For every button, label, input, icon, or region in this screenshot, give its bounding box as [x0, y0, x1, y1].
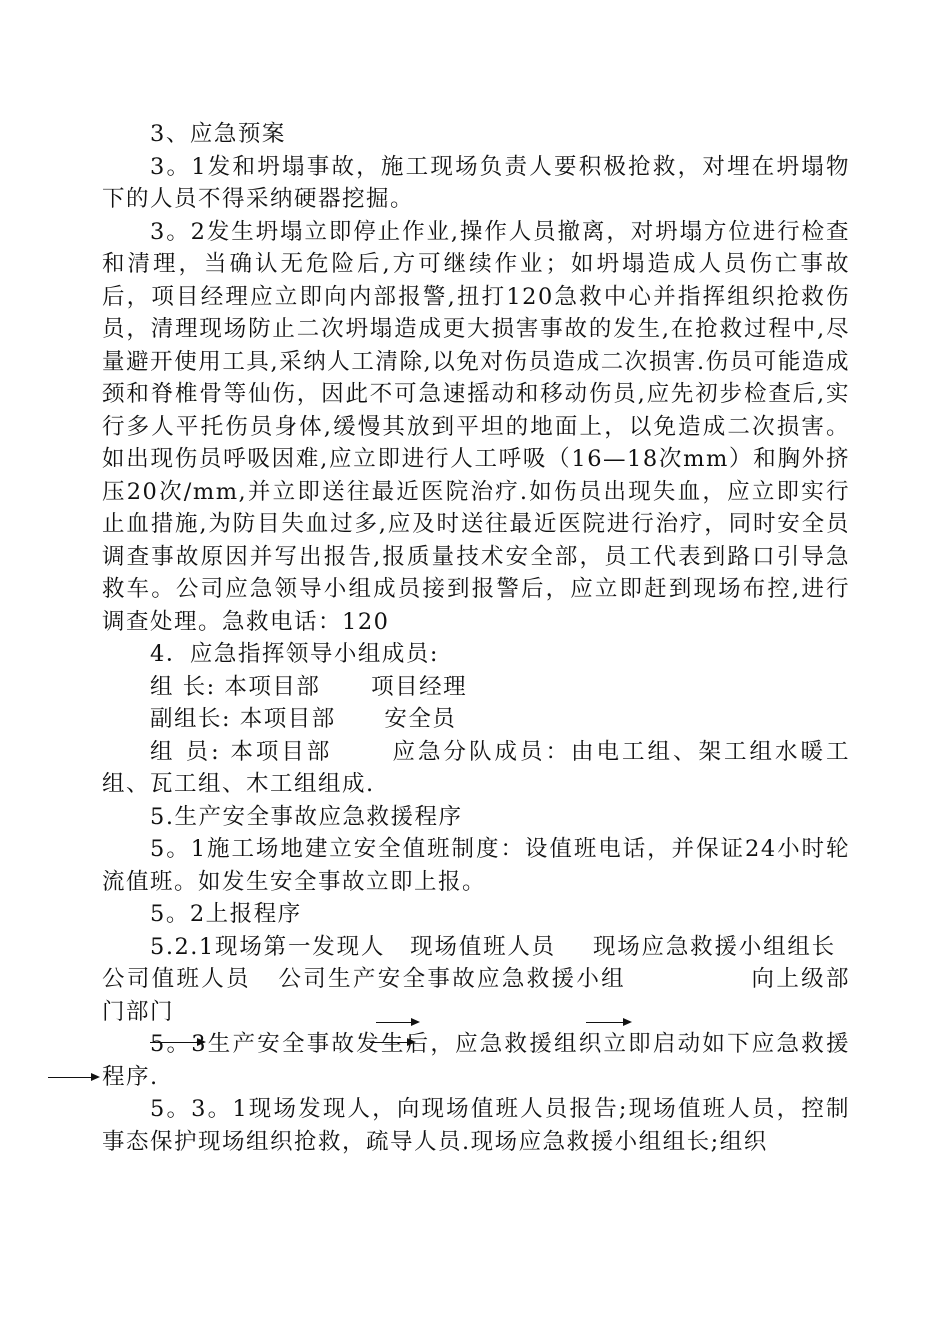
paragraph-5-1: 5。1施工场地建立安全值班制度：设值班电话，并保证24小时轮流值班。如发生安全事故立即上报。: [102, 836, 850, 895]
document-page: [102, 118, 850, 1158]
heading-emergency-plan: 3、应急预案: [150, 121, 286, 147]
flow-arrow-5: [48, 1077, 98, 1078]
deputy-role: 安全员: [384, 706, 457, 732]
paragraph-5-3: 5。3生产安全事故发生后，应急救援组织立即启动如下应急救援程序.: [102, 1031, 850, 1090]
leader-label: 组 长:: [150, 673, 216, 700]
member-role: 应急分队成员：由电工组、架工组水暖工组、瓦工组、木工组组成.: [102, 738, 850, 797]
flow-arrow-3: [150, 1042, 204, 1043]
member-label: 组 员:: [150, 738, 221, 765]
member-deputy-row: [102, 703, 850, 736]
member-unit: 本项目部: [230, 738, 333, 765]
leader-role: 项目经理: [371, 673, 468, 700]
flow-step-company-rescue-group: 公司生产安全事故应急救援小组: [278, 966, 627, 992]
flow-step-duty-staff: 现场值班人员: [410, 933, 556, 960]
flow-step-first-discoverer: 5.2.1现场第一发现人: [150, 933, 386, 960]
heading-rescue-procedure: 5.生产安全事故应急救援程序: [150, 803, 463, 830]
deputy-label: 副组长:: [150, 706, 232, 732]
member-leader-row: [102, 671, 850, 704]
reporting-flow: [102, 931, 850, 1029]
flow-arrow-1: [376, 1022, 418, 1023]
deputy-unit: 本项目部: [239, 706, 336, 732]
member-crew-row: [102, 736, 850, 801]
flow-step-higher-authority: 向上级部门部门: [102, 966, 850, 1025]
heading-reporting-procedure: 5。2上报程序: [150, 901, 302, 927]
leader-unit: 本项目部: [224, 673, 321, 700]
flow-arrow-2: [586, 1022, 630, 1023]
paragraph-5-3-1: 5。3。1现场发现人，向现场值班人员报告;现场值班人员，控制事态保护现场组织抢救，疏导人员.现场应急救援小组组长;组织: [102, 1096, 850, 1155]
paragraph-3-2: 3。2发生坍塌立即停止作业,操作人员撤离，对坍塌方位进行检查和清理，当确认无危险后,方可继续作业；如坍塌造成人员伤亡事故后，项目经理应立即向内部报警,扭打120急救中心并指挥组织抢救伤员，清理现场防止二次坍塌造成更大损害事故的发生,在抢救过程中,尽量避开使用工具,采纳人工清除,以免对伤员造成二次损害.伤员可能造成颈和脊椎骨等仙伤，因此不可急速摇动和移动伤员,应先初步检查后,实行多人平托伤员身体,缓慢其放到平坦的地面上，以免造成二次损害。如出现伤员呼吸因难,应立即进行人工呼吸（16—18次mm）和胸外挤压20次/mm,并立即送往最近医院治疗.如伤员出现失血，应立即实行止血措施,为防目失血过多,应及时送往最近医院进行治疗，同时安全员调查事故原因并写出报告,报质量技术安全部，员工代表到路口引导急救车。公司应急领导小组成员接到报警后，应立即赶到现场布控,进行调查处理。急救电话：120: [102, 218, 850, 635]
flow-arrow-4: [370, 1042, 414, 1043]
flow-step-company-duty-staff: 公司值班人员: [102, 966, 251, 992]
heading-command-group: 4．应急指挥领导小组成员:: [150, 641, 439, 667]
paragraph-3-1: 3。1发和坍塌事故，施工现场负责人要积极抢救，对埋在坍塌物下的人员不得采纳硬器挖掘。: [102, 153, 850, 212]
flow-step-site-team-leader: 现场应急救援小组组长: [592, 933, 836, 960]
